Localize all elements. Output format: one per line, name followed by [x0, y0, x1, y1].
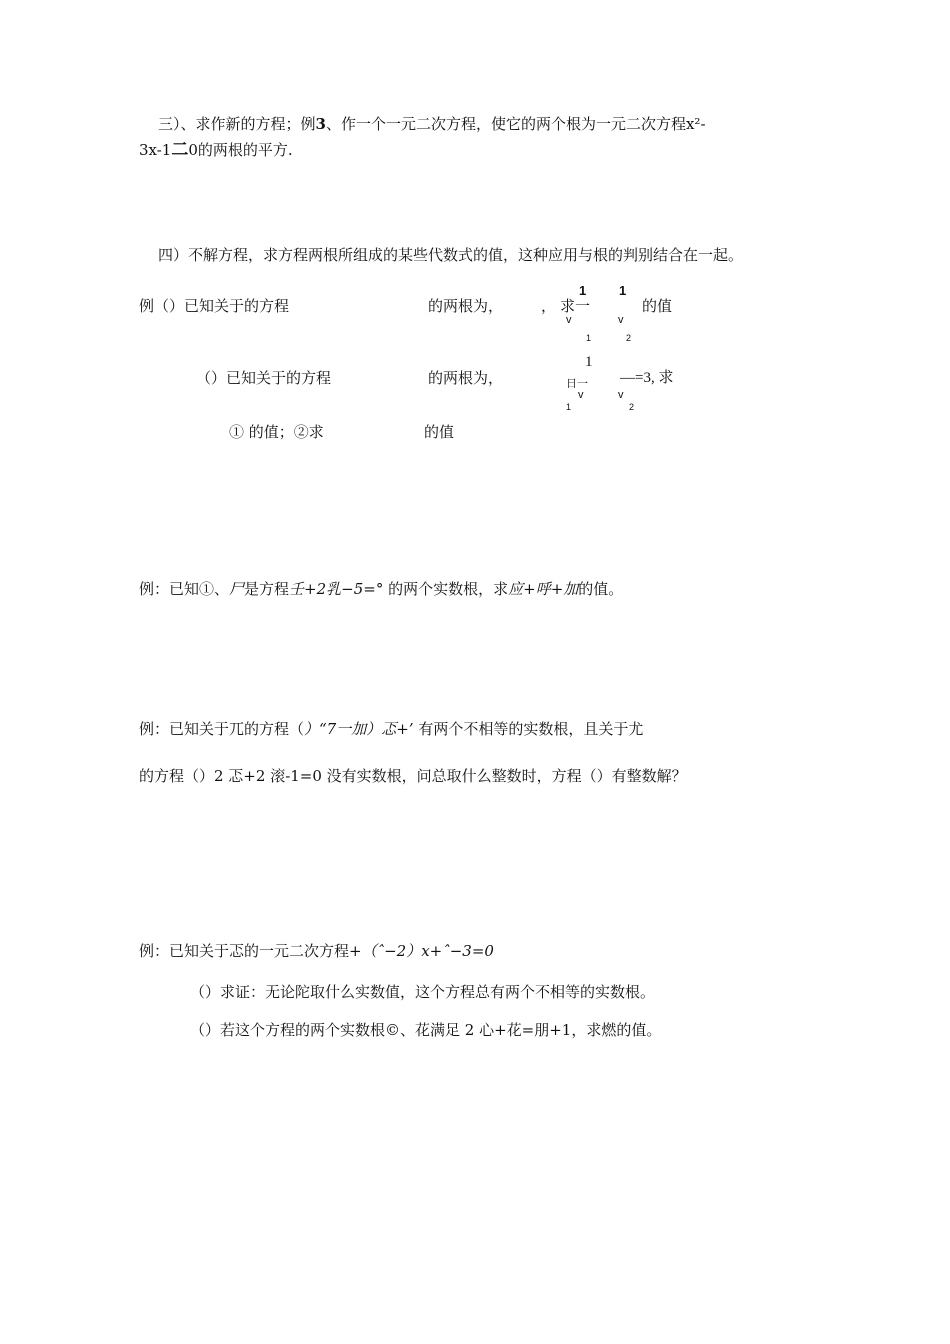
sec3-line2-c: 0 — [188, 141, 198, 159]
sec4-ex2-subscript-2: 2 — [629, 402, 635, 412]
ex5-line1 — [139, 941, 494, 961]
ex4-l1-a: 例：已知关于兀的方程（ — [139, 720, 305, 738]
sec4-ex2-var-b: v — [618, 389, 624, 401]
sec4-ex2-tail: —=3, 求 — [620, 370, 674, 386]
sec4-ex2-roots: 的两根为， — [428, 369, 504, 387]
ex3-c: 是方程 — [244, 580, 290, 598]
ex4-l1-c: 有两个不相等的实数根，且关于尤 — [413, 720, 644, 738]
sec3-line2-d: 的两根的平方. — [197, 141, 293, 159]
ex5-part1: （）求证：无论陀取什么实数值，这个方程总有两个不相等的实数根。 — [190, 983, 656, 1001]
sec4-ex1-suffix: 的值 — [642, 297, 673, 315]
sec3-line1-a: 三）、求作新的方程；例 — [158, 115, 316, 133]
sec4-ex1-subscript-2: 2 — [626, 333, 632, 343]
sec4-ex2-question-1: ① 的值；②求 — [229, 423, 324, 441]
ex3-b: 尸 — [229, 580, 245, 598]
sec3-line1-b: 、作一个一元二次方程，使它的两个根为一元二次方程 — [325, 115, 686, 133]
sec4-ex1-var-a: v — [566, 314, 572, 326]
ex3-expression: 应+呼+加 — [508, 580, 579, 598]
sec4-ex1-subscript-1: 1 — [586, 333, 592, 343]
sec4-ex1-roots: 的两根为， — [428, 297, 504, 315]
ex4-l1-b: ）“7一加）忑+’ — [304, 720, 414, 738]
ex5-equation: +（ˆ−2）x+ˆ−3=0 — [349, 942, 494, 960]
sec4-ex2-prefix: （）已知关于的方程 — [196, 369, 332, 387]
ex5-a: 例：已知关于忑的一元二次方程 — [139, 942, 350, 960]
sec3-line1-c: x²- — [685, 115, 706, 133]
sec4-ex1-var-b: v — [618, 314, 624, 326]
sec3-example-number: 3 — [315, 115, 326, 133]
sec4-ex2-ri: 日一 — [566, 378, 588, 390]
ex3-equation: 壬+2乳−5=° — [289, 580, 384, 598]
ex4-line1 — [139, 719, 643, 739]
sec4-ex1-ask: 求一 — [560, 297, 591, 315]
ex3-line — [139, 579, 623, 599]
sec3-line1 — [158, 114, 706, 134]
sec4-ex1-numerator-1: 1 — [579, 283, 587, 298]
sec4-ex1-numerator-2: 1 — [619, 283, 627, 298]
sec3-line2 — [139, 140, 293, 160]
sec3-line2-a: 3x-1 — [139, 141, 172, 159]
sec4-ex2-var-a: v — [578, 389, 584, 401]
sec4-ex2-question-2: 的值 — [424, 423, 455, 441]
ex5-part2: （）若这个方程的两个实数根©、花满足 2 心+花=朋+1，求燃的值。 — [190, 1021, 662, 1039]
sec3-line2-b: 二 — [171, 140, 189, 160]
sec4-ex2-numerator: 1 — [585, 354, 593, 370]
sec4-heading: 四）不解方程，求方程两根所组成的某些代数式的值，这种应用与根的判别结合在一起。 — [158, 246, 744, 264]
sec4-ex2-subscript-1: 1 — [566, 402, 572, 412]
sec4-ex1-prefix: 例（）已知关于的方程 — [139, 297, 290, 315]
ex3-g: 的值。 — [578, 580, 624, 598]
sec4-ex1-comma: ， — [541, 297, 557, 315]
ex4-line2: 的方程（）2 忑+2 滚-1=0 没有实数根，问总取什么整数时，方程（）有整数解？ — [139, 767, 687, 785]
ex3-e: 的两个实数根，求 — [383, 580, 509, 598]
ex3-a: 例：已知①、 — [139, 580, 230, 598]
